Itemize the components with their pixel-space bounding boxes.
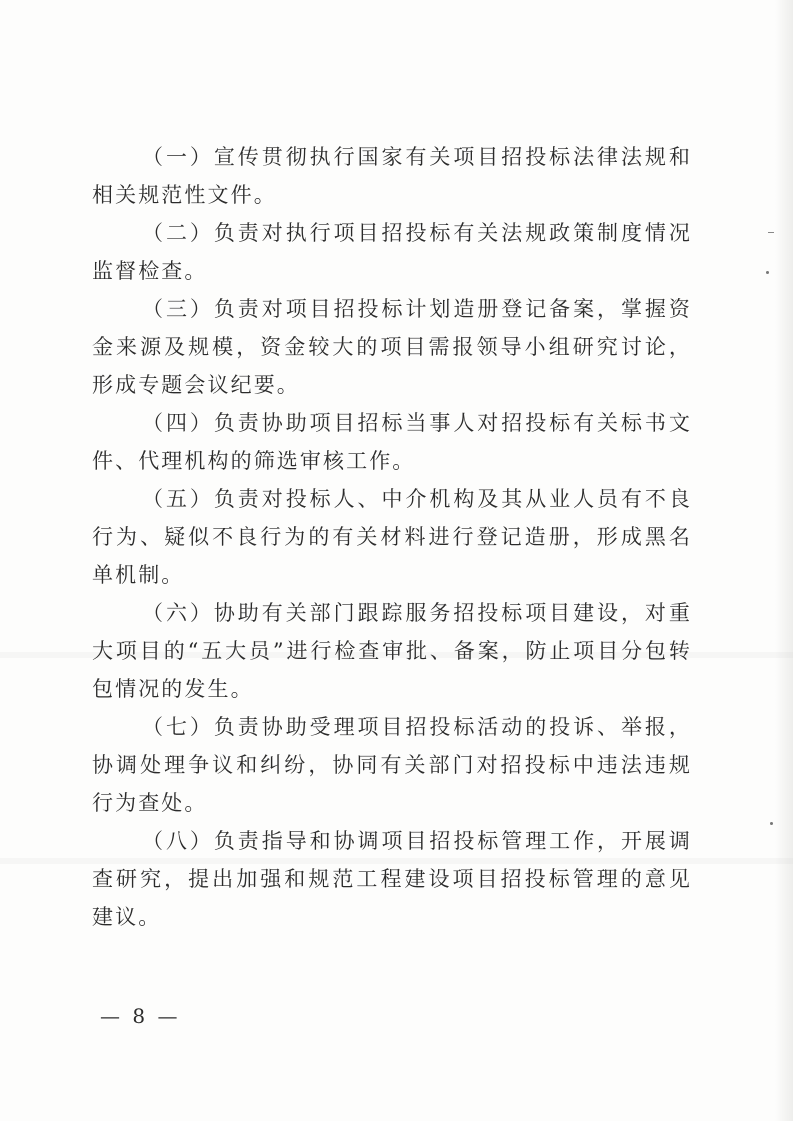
paragraph-item-5: （五）负责对投标人、中介机构及其从业人员有不良行为、疑似不良行为的有关材料进行登记造册，形成黑名单机制。 bbox=[92, 487, 692, 587]
paragraph-item-8: （八）负责指导和协调项目招投标管理工作，开展调查研究，提出加强和规范工程建设项目招投标管理的意见建议。 bbox=[92, 829, 692, 929]
paragraph-item-3: （三）负责对项目招投标计划造册登记备案，掌握资金来源及规模，资金较大的项目需报领导小组研究讨论，形成专题会议纪要。 bbox=[92, 297, 692, 397]
paragraph-item-7: （七）负责协助受理项目招投标活动的投诉、举报，协调处理争议和纠纷，协同有关部门对招投标中违法违规行为查处。 bbox=[92, 715, 692, 815]
scan-edge-shadow bbox=[775, 0, 793, 1121]
paragraph-item-1: （一）宣传贯彻执行国家有关项目招投标法律法规和相关规范性文件。 bbox=[92, 145, 692, 207]
document-body bbox=[92, 138, 692, 936]
page-number: — 8 — bbox=[100, 1004, 181, 1028]
scan-speck bbox=[770, 822, 773, 825]
margin-mark bbox=[768, 232, 774, 233]
paragraph-item-2: （二）负责对执行项目招投标有关法规政策制度情况监督检查。 bbox=[92, 221, 692, 283]
paragraph-item-4: （四）负责协助项目招标当事人对招投标有关标书文件、代理机构的筛选审核工作。 bbox=[92, 411, 692, 473]
paragraph-item-6: （六）协助有关部门跟踪服务招投标项目建设，对重大项目的“五大员”进行检查审批、备案，防止项目分包转包情况的发生。 bbox=[92, 601, 692, 701]
scan-speck bbox=[766, 271, 769, 274]
